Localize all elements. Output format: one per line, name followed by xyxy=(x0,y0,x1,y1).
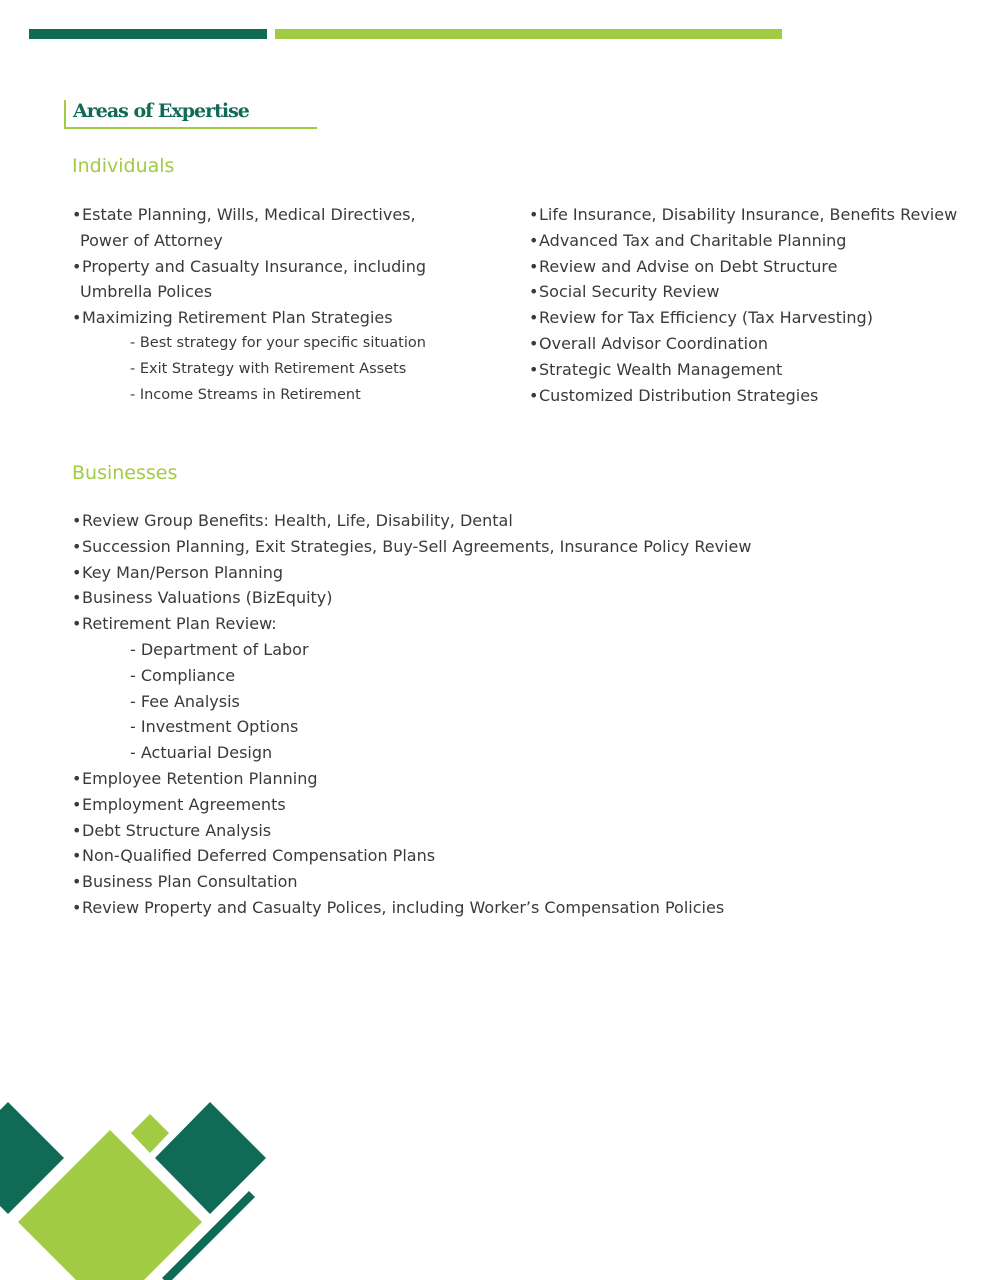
bullet-icon: • xyxy=(72,820,82,840)
list-subitem xyxy=(72,714,751,740)
list-item xyxy=(72,560,751,586)
list-item-text: - Investment Options xyxy=(130,717,299,737)
list-item xyxy=(529,357,957,383)
bullet-icon: • xyxy=(529,205,539,224)
list-item-text: Debt Structure Analysis xyxy=(82,820,272,840)
section-title-individuals: Individuals xyxy=(72,155,175,177)
decorative-diamonds xyxy=(0,1080,300,1280)
list-item xyxy=(529,254,957,280)
top-bar-light xyxy=(275,29,782,39)
list-item xyxy=(72,534,751,560)
list-item xyxy=(529,305,957,331)
list-item-text: Estate Planning, Wills, Medical Directives, xyxy=(82,205,416,224)
list-item-text: Life Insurance, Disability Insurance, Benefits Review xyxy=(539,205,958,224)
list-item xyxy=(72,766,751,792)
bullet-icon: • xyxy=(72,897,82,917)
bullet-icon: • xyxy=(529,333,539,353)
list-item xyxy=(72,843,751,869)
list-item-text: Review and Advise on Debt Structure xyxy=(539,256,838,276)
bullet-icon: • xyxy=(72,794,82,814)
list-item-text: - Department of Labor xyxy=(130,639,309,659)
bullet-icon: • xyxy=(72,768,82,788)
bullet-icon: • xyxy=(72,205,82,224)
bullet-icon: • xyxy=(529,359,539,379)
list-item-text: Maximizing Retirement Plan Strategies xyxy=(82,308,393,328)
list-subitem xyxy=(72,331,426,357)
list-item-text: - Income Streams in Retirement xyxy=(130,386,361,403)
list-item xyxy=(72,895,751,921)
list-item-text: Key Man/Person Planning xyxy=(82,562,284,582)
list-item-text: Umbrella Polices xyxy=(80,282,213,302)
list-subitem xyxy=(72,637,751,663)
list-item-text: Property and Casualty Insurance, including xyxy=(82,256,427,276)
top-bar-dark xyxy=(29,29,267,39)
bullet-icon: • xyxy=(72,256,82,276)
list-subitem xyxy=(72,383,426,409)
list-item xyxy=(72,508,751,534)
list-item-text: Employee Retention Planning xyxy=(82,768,318,788)
list-item xyxy=(72,792,751,818)
bullet-icon: • xyxy=(72,562,82,582)
list-item-text: Advanced Tax and Charitable Planning xyxy=(539,230,847,250)
list-item-text: Power of Attorney xyxy=(80,230,223,250)
list-item xyxy=(72,202,426,228)
page-title: Areas of Expertise xyxy=(73,100,249,122)
list-item-text: Review Property and Casualty Polices, including Worker’s Compensation Policies xyxy=(82,897,725,917)
list-item-text: - Actuarial Design xyxy=(130,743,273,763)
bullet-icon: • xyxy=(72,308,82,328)
list-item xyxy=(72,279,426,305)
list-item-text: Retirement Plan Review: xyxy=(82,614,277,634)
list-item-text: Strategic Wealth Management xyxy=(539,359,783,379)
list-item-text: - Best strategy for your specific situation xyxy=(130,334,426,351)
list-item-text: Review Group Benefits: Health, Life, Disability, Dental xyxy=(82,511,513,530)
diamond-light-small xyxy=(131,1114,169,1153)
heading-frame xyxy=(64,100,317,129)
list-item-text: - Exit Strategy with Retirement Assets xyxy=(130,360,407,377)
list-item xyxy=(72,254,426,280)
bullet-icon: • xyxy=(72,511,82,530)
list-item xyxy=(529,202,957,228)
bullet-icon: • xyxy=(72,536,82,556)
list-item xyxy=(72,585,751,611)
list-item xyxy=(72,818,751,844)
list-item xyxy=(529,228,957,254)
list-item xyxy=(529,383,957,409)
list-item-text: Customized Distribution Strategies xyxy=(539,385,819,405)
bullet-icon: • xyxy=(529,230,539,250)
list-item xyxy=(72,305,426,331)
bullet-icon: • xyxy=(529,282,539,302)
list-item xyxy=(72,869,751,895)
individuals-left-list xyxy=(72,202,426,408)
bullet-icon: • xyxy=(72,872,82,892)
list-item-text: Succession Planning, Exit Strategies, Buy-Sell Agreements, Insurance Policy Review xyxy=(82,536,752,556)
individuals-right-list xyxy=(529,202,957,408)
bullet-icon: • xyxy=(72,614,82,634)
list-item xyxy=(529,279,957,305)
bullet-icon: • xyxy=(529,308,539,328)
list-item-text: - Fee Analysis xyxy=(130,691,240,711)
list-item-text: Review for Tax Efficiency (Tax Harvesting) xyxy=(539,308,873,328)
section-title-businesses: Businesses xyxy=(72,462,178,484)
list-item-text: Social Security Review xyxy=(539,282,720,302)
list-item xyxy=(529,331,957,357)
list-item xyxy=(72,611,751,637)
list-subitem xyxy=(72,663,751,689)
list-item-text: Overall Advisor Coordination xyxy=(539,333,769,353)
list-subitem xyxy=(72,740,751,766)
bullet-icon: • xyxy=(72,588,82,608)
list-subitem xyxy=(72,357,426,383)
list-subitem xyxy=(72,689,751,715)
list-item-text: - Compliance xyxy=(130,665,236,685)
bullet-icon: • xyxy=(529,256,539,276)
list-item xyxy=(72,228,426,254)
bullet-icon: • xyxy=(72,846,82,866)
bullet-icon: • xyxy=(529,385,539,405)
list-item-text: Business Plan Consultation xyxy=(82,872,298,892)
businesses-list xyxy=(72,508,751,921)
list-item-text: Non-Qualified Deferred Compensation Plans xyxy=(82,846,436,866)
list-item-text: Business Valuations (BizEquity) xyxy=(82,588,333,608)
list-item-text: Employment Agreements xyxy=(82,794,286,814)
